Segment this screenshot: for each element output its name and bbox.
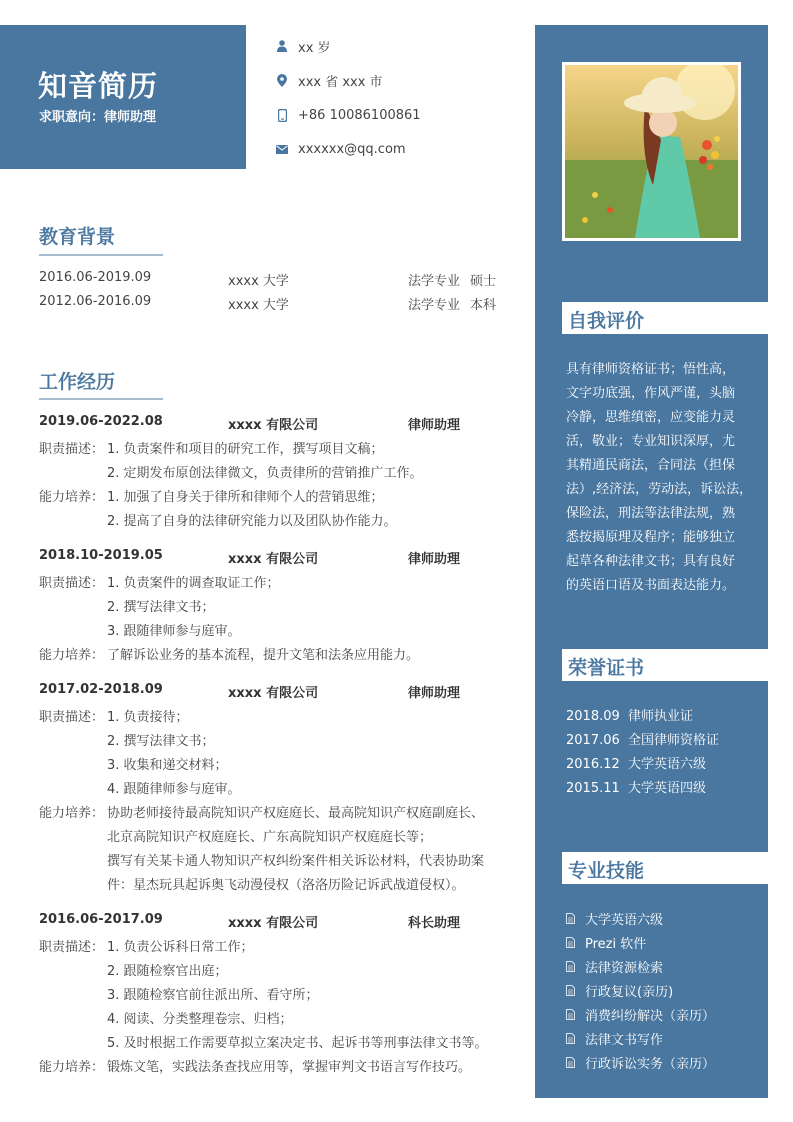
- job-company: xxxx 有限公司: [228, 916, 319, 931]
- job-line: 了解诉讼业务的基本流程，提升文笔和法条应用能力。: [107, 648, 420, 663]
- education-date: 2016.06-2019.09: [39, 270, 152, 285]
- skill-item: [566, 980, 673, 1000]
- job-date: 2016.06-2017.09: [39, 912, 163, 927]
- contact-location: [276, 70, 383, 90]
- job-role: 律师助理: [408, 686, 461, 701]
- job-line: 5. 及时根据工作需要草拟立案决定书、起诉书等刑事法律文书等。: [107, 1036, 488, 1051]
- job-date: 2019.06-2022.08: [39, 414, 163, 429]
- job-line: 3. 收集和递交材料；: [107, 758, 228, 773]
- phone-icon: [276, 108, 288, 122]
- contact-email[interactable]: [276, 139, 406, 159]
- job-line: 1. 负责公诉科日常工作；: [107, 940, 254, 955]
- self-eval-line: 起草各种法律文书；具有良好: [566, 554, 736, 569]
- skill-label: 大学英语六级: [585, 912, 664, 928]
- education-major: 法学专业: [408, 298, 461, 313]
- work-heading: 工作经历: [39, 371, 116, 393]
- education-school: xxxx 大学: [228, 298, 289, 313]
- self-eval-line: 法）,经济法，劳动法，诉讼法，: [566, 482, 753, 497]
- honor-item: [566, 753, 706, 773]
- job-line: 1. 负责案件的调查取证工作；: [107, 576, 280, 591]
- job-line: 4. 阅读、分类整理卷宗、归档；: [107, 1012, 293, 1027]
- self-eval-heading: 自我评价: [568, 310, 645, 332]
- job-line-label: 能力培养：: [39, 648, 105, 663]
- honor-date: 2018.09: [566, 709, 620, 724]
- skill-label: 行政复议(亲历): [585, 984, 674, 1000]
- self-eval-heading-box: [562, 302, 768, 334]
- self-eval-line: 具有律师资格证书；悟性高，: [566, 362, 736, 377]
- skill-item: [566, 932, 646, 952]
- document-icon: [566, 913, 575, 924]
- job-line-label: 职责描述：: [39, 710, 105, 725]
- skill-item: [566, 1004, 715, 1024]
- job-role: 律师助理: [408, 418, 461, 433]
- job-line: 2. 撰写法律文书；: [107, 734, 215, 749]
- skill-label: 消费纠纷解决（亲历）: [585, 1008, 716, 1024]
- job-line: 北京高院知识产权庭庭长、广东高院知识产权庭庭长等；: [107, 830, 433, 845]
- work-divider: [39, 398, 163, 400]
- job-date: 2017.02-2018.09: [39, 682, 163, 697]
- job-line: 1. 负责案件和项目的研究工作，撰写项目文稿；: [107, 442, 384, 457]
- skill-item: [566, 1028, 663, 1048]
- honor-item: [566, 777, 706, 797]
- education-major: 法学专业: [408, 274, 461, 289]
- education-degree: 本科: [470, 298, 497, 313]
- job-date: 2018.10-2019.05: [39, 548, 163, 563]
- job-company: xxxx 有限公司: [228, 552, 319, 567]
- education-school: xxxx 大学: [228, 274, 289, 289]
- email-text[interactable]: xxxxxx@qq.com: [298, 141, 406, 157]
- skill-label: 行政诉讼实务（亲历）: [585, 1056, 716, 1072]
- job-line-label: 职责描述：: [39, 576, 105, 591]
- self-eval-line: 冷静，思维缜密，应变能力灵: [566, 410, 736, 425]
- job-company: xxxx 有限公司: [228, 686, 319, 701]
- job-line-label: 职责描述：: [39, 940, 105, 955]
- location-pin-icon: [276, 73, 288, 87]
- job-line-label: 能力培养：: [39, 490, 105, 505]
- job-line-label: 能力培养：: [39, 806, 105, 821]
- honor-date: 2015.11: [566, 781, 620, 796]
- job-line: 协助老师接待最高院知识产权庭庭长、最高院知识产权庭副庭长、: [107, 806, 485, 821]
- self-eval-line: 的英语口语及书面表达能力。: [566, 578, 736, 593]
- self-eval-line: 悉按揭原理及程序；能够独立: [566, 530, 736, 545]
- job-role: 律师助理: [408, 552, 461, 567]
- age-text: xx 岁: [298, 40, 331, 56]
- job-line: 撰写有关某卡通人物知识产权纠纷案件相关诉讼材料，代表协助案: [107, 854, 485, 869]
- job-company: xxxx 有限公司: [228, 418, 319, 433]
- honors-heading: 荣誉证书: [568, 657, 645, 679]
- honor-date: 2016.12: [566, 757, 620, 772]
- job-objective: 求职意向：律师助理: [39, 110, 157, 125]
- contact-phone: [276, 105, 421, 125]
- job-line: 2. 跟随检察官出庭；: [107, 964, 228, 979]
- honor-name: 大学英语六级: [628, 757, 707, 772]
- job-line: 1. 负责接待；: [107, 710, 189, 725]
- job-line: 2. 撰写法律文书；: [107, 600, 215, 615]
- skill-item: [566, 908, 663, 928]
- mail-icon: [276, 142, 288, 156]
- location-text: xxx 省 xxx 市: [298, 74, 383, 90]
- honor-name: 律师执业证: [628, 709, 694, 724]
- job-line-label: 职责描述：: [39, 442, 105, 457]
- self-eval-line: 保险法，刑法等法律法规，熟: [566, 506, 736, 521]
- person-icon: [276, 39, 288, 53]
- skills-heading-box: [562, 852, 768, 884]
- job-line: 件：星杰玩具起诉奥飞动漫侵权（洛洛历险记诉武战道侵权）。: [107, 878, 465, 893]
- education-date: 2012.06-2016.09: [39, 294, 152, 309]
- document-icon: [566, 985, 575, 996]
- profile-photo: [562, 62, 741, 241]
- skill-label: 法律资源检索: [585, 960, 664, 976]
- photo-illustration: [565, 65, 738, 238]
- honors-heading-box: [562, 649, 768, 681]
- self-eval-line: 其精通民商法，合同法（担保: [566, 458, 736, 473]
- document-icon: [566, 1033, 575, 1044]
- job-line: 2. 提高了自身的法律研究能力以及团队协作能力。: [107, 514, 397, 529]
- honor-item: [566, 729, 719, 749]
- job-line: 1. 加强了自身关于律所和律师个人的营销思维；: [107, 490, 384, 505]
- self-eval-line: 文字功底强，作风严谨，头脑: [566, 386, 736, 401]
- education-divider: [39, 254, 163, 256]
- contact-age: [276, 36, 331, 56]
- job-line: 锻炼文笔，实践法条查找应用等，掌握审判文书语言写作技巧。: [107, 1060, 472, 1075]
- education-heading: 教育背景: [39, 226, 116, 248]
- education-degree: 硕士: [470, 274, 497, 289]
- honor-name: 大学英语四级: [628, 781, 707, 796]
- skills-heading: 专业技能: [568, 860, 645, 882]
- job-role: 科长助理: [408, 916, 461, 931]
- job-line-label: 能力培养：: [39, 1060, 105, 1075]
- phone-text: +86 10086100861: [298, 107, 421, 123]
- document-icon: [566, 1057, 575, 1068]
- document-icon: [566, 1009, 575, 1020]
- honor-date: 2017.06: [566, 733, 620, 748]
- job-line: 4. 跟随律师参与庭审。: [107, 782, 241, 797]
- document-icon: [566, 961, 575, 972]
- job-line: 2. 定期发布原创法律微文，负责律所的营销推广工作。: [107, 466, 423, 481]
- skill-item: [566, 1052, 715, 1072]
- resume-title: 知音简历: [38, 69, 159, 103]
- self-eval-line: 活，敬业；专业知识深厚，尤: [566, 434, 736, 449]
- skill-label: 法律文书写作: [585, 1032, 664, 1048]
- job-line: 3. 跟随检察官前往派出所、看守所；: [107, 988, 319, 1003]
- job-line: 3. 跟随律师参与庭审。: [107, 624, 241, 639]
- skill-label: Prezi 软件: [585, 936, 647, 952]
- skill-item: [566, 956, 663, 976]
- document-icon: [566, 937, 575, 948]
- honor-name: 全国律师资格证: [628, 733, 720, 748]
- honor-item: [566, 705, 693, 725]
